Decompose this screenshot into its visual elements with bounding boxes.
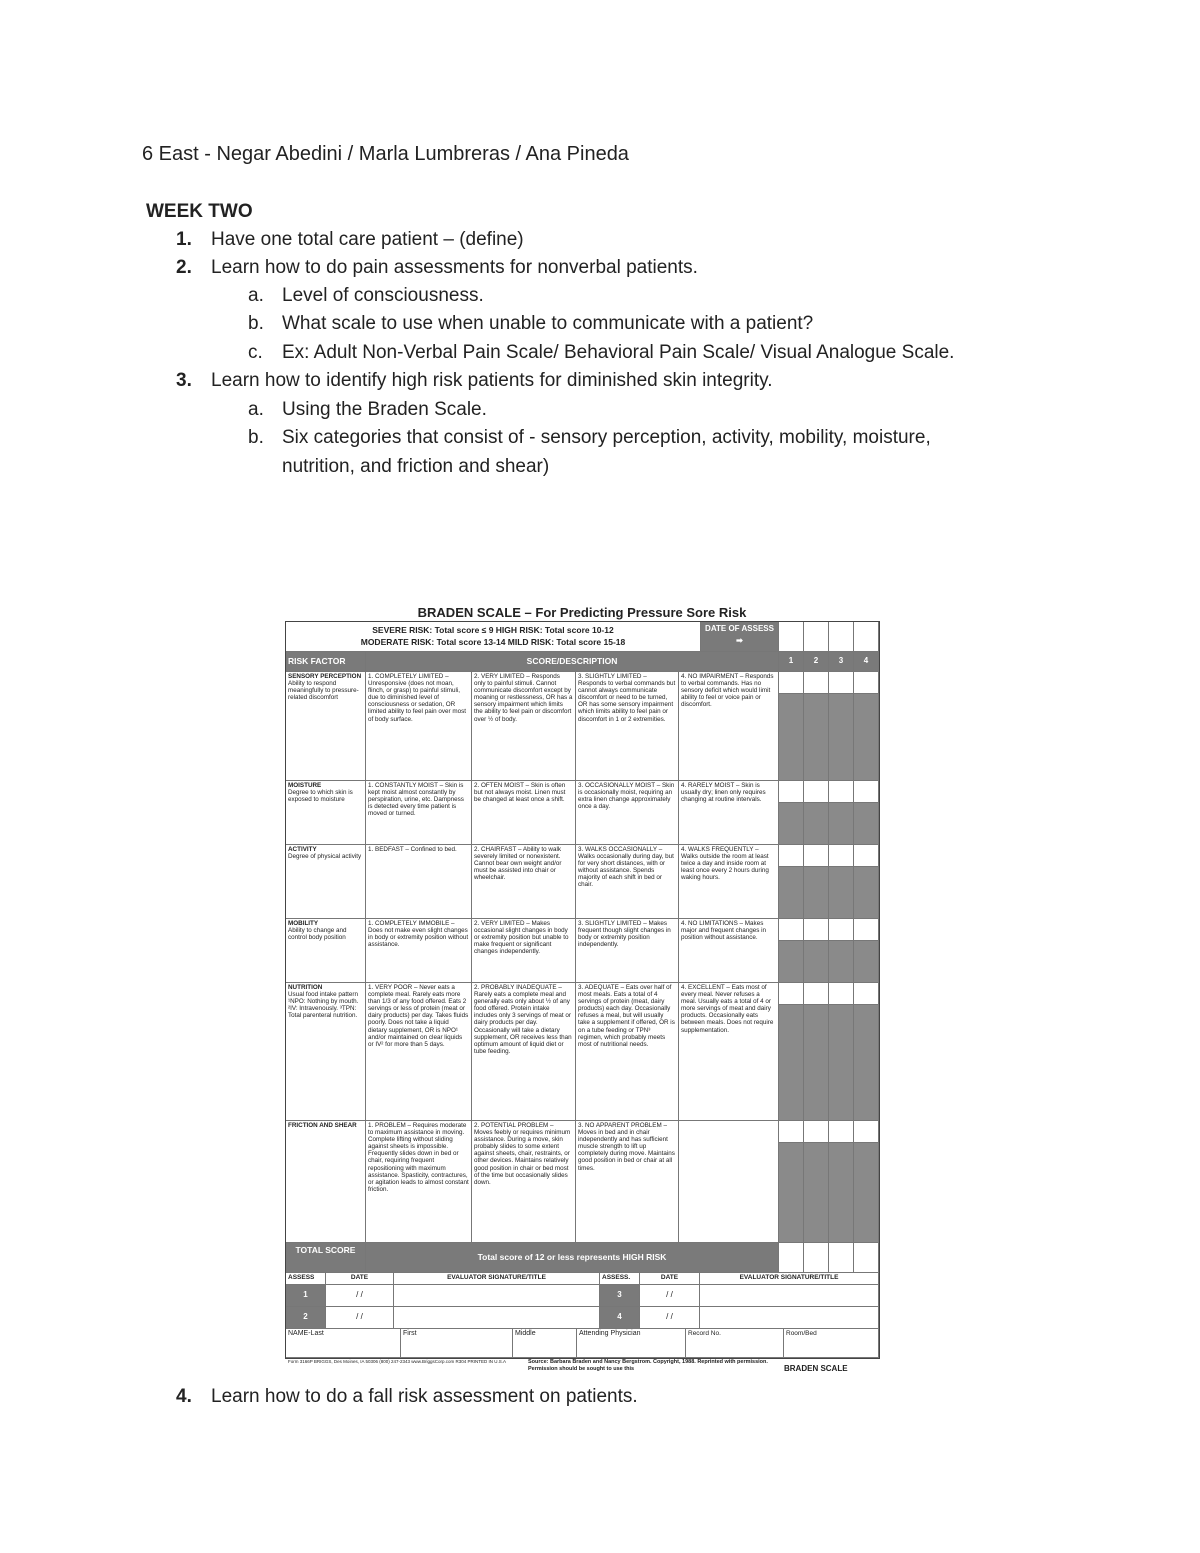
score-entry-cell: [829, 919, 854, 941]
score-entry-cell: [829, 781, 854, 803]
item-text: Learn how to do a fall risk assessment on patients.: [211, 1386, 638, 1407]
score-entry-cell: [854, 919, 879, 941]
sub-item-text: Ex: Adult Non-Verbal Pain Scale/ Behavioral Pain Scale/ Visual Analogue Scale.: [282, 342, 955, 363]
score-entry-cell: [804, 1121, 829, 1143]
score-shaded-cell: [804, 941, 829, 983]
sub-item-text: nutrition, and friction and shear): [282, 456, 550, 477]
risk-factor-name: NUTRITION: [288, 984, 323, 991]
score-entry-cell: [854, 845, 879, 867]
risk-factor-name: MOISTURE: [288, 782, 322, 789]
assess-signature: [700, 1307, 879, 1329]
total-score-note: Total score of 12 or less represents HIGH RISK: [366, 1243, 779, 1273]
date-of-assess: DATE OF ASSESS ➡: [701, 622, 779, 652]
risk-line: SEVERE RISK: Total score ≤ 9 HIGH RISK: Total score 10-12: [372, 625, 614, 635]
score-shaded-cell: [804, 1005, 829, 1121]
risk-line: MODERATE RISK: Total score 13-14 MILD RISK: Total score 15-18: [360, 637, 626, 647]
assess-signature: [700, 1285, 879, 1307]
score-entry-cell: [829, 983, 854, 1005]
score-entry-cell: [779, 983, 804, 1005]
score-entry-cell: [779, 919, 804, 941]
date-cell: [829, 622, 854, 652]
section-title: WEEK TWO: [146, 201, 253, 222]
score-entry-cell: [804, 845, 829, 867]
score-shaded-cell: [829, 1005, 854, 1121]
date-label: DATE: [640, 1273, 700, 1285]
name-last-field: NAME-Last: [286, 1329, 401, 1358]
page-header: 6 East - Negar Abedini / Marla Lumbreras / Ana Pineda: [142, 143, 629, 165]
score-description-cell: 2. OFTEN MOIST – Skin is often but not always moist. Linen must be changed at least once a shift.: [472, 781, 576, 845]
score-shaded-cell: [779, 1005, 804, 1121]
score-shaded-cell: [829, 867, 854, 919]
score-description-cell: 1. PROBLEM – Requires moderate to maximum assistance in moving. Complete lifting without sliding against sheets is impossible. Frequently slides down in bed or chair, requiring frequent repositioning with maximum assistance. Spasticity, contractures, or agitation leads to almost constant friction.: [366, 1121, 472, 1243]
col-header: 4: [854, 652, 879, 672]
item-text: Learn how to identify high risk patients for diminished skin integrity.: [211, 370, 773, 391]
risk-factor-name: ACTIVITY: [288, 846, 317, 853]
score-entry-cell: [854, 781, 879, 803]
assess-number: 3: [600, 1285, 640, 1307]
risk-factor-description: Usual food intake pattern ¹NPO: Nothing by mouth. ²IV: Intravenously. ³TPN: Total parenteral nutrition.: [288, 991, 359, 1020]
risk-levels: [286, 622, 701, 652]
first-name-field: First: [401, 1329, 513, 1358]
risk-factor-cell: [286, 672, 366, 781]
risk-factor-cell: [286, 781, 366, 845]
risk-factor-cell: [286, 845, 366, 919]
score-description-cell: 2. CHAIRFAST – Ability to walk severely limited or nonexistent. Cannot bear own weight and/or must be assisted into chair or wheelchair.: [472, 845, 576, 919]
score-entry-cell: [854, 983, 879, 1005]
item-text: Learn how to do pain assessments for nonverbal patients.: [211, 257, 698, 278]
col-header: 1: [779, 652, 804, 672]
sub-item-letter: a.: [248, 399, 264, 420]
risk-factor-cell: [286, 919, 366, 983]
score-entry-cell: [854, 672, 879, 694]
score-shaded-cell: [854, 941, 879, 983]
score-description-cell: [679, 1121, 779, 1243]
score-description-cell: 1. COMPLETELY LIMITED – Unresponsive (does not moan, flinch, or grasp) to painful stimuli, due to diminished level of consciousness or sedation, OR limited ability to feel pain over most of body surface.: [366, 672, 472, 781]
score-shaded-cell: [779, 694, 804, 781]
assess-number: 2: [286, 1307, 326, 1329]
date-cell: [779, 622, 804, 652]
assess-label: ASSESS.: [600, 1273, 640, 1285]
assess-date: / /: [640, 1285, 700, 1307]
score-description-cell: 4. WALKS FREQUENTLY – Walks outside the room at least twice a day and inside room at least once every 2 hours during waking hours.: [679, 845, 779, 919]
score-shaded-cell: [854, 803, 879, 845]
score-shaded-cell: [804, 1143, 829, 1243]
assess-number: 1: [286, 1285, 326, 1307]
score-description-cell: 4. NO LIMITATIONS – Makes major and frequent changes in position without assistance.: [679, 919, 779, 983]
item-text: Have one total care patient – (define): [211, 229, 524, 250]
score-entry-cell: [829, 672, 854, 694]
score-description-cell: 2. VERY LIMITED – Makes occasional slight changes in body or extremity position but unable to make frequent or significant changes independently.: [472, 919, 576, 983]
braden-grid: [285, 621, 880, 1359]
score-entry-cell: [779, 672, 804, 694]
evaluator-label: EVALUATOR SIGNATURE/TITLE: [700, 1273, 879, 1285]
risk-factor-description: Degree to which skin is exposed to moisture: [288, 789, 353, 804]
score-shaded-cell: [804, 803, 829, 845]
form-source: Source: Barbara Braden and Nancy Bergstrom. Copyright, 1988. Reprinted with permission. Permission should be sought to use this: [528, 1359, 768, 1372]
assess-signature: [394, 1307, 600, 1329]
score-shaded-cell: [779, 1143, 804, 1243]
score-entry-cell: [854, 1121, 879, 1143]
score-shaded-cell: [854, 694, 879, 781]
risk-factor-header: RISK FACTOR: [286, 652, 366, 672]
sub-item-letter: a.: [248, 285, 264, 306]
score-entry-cell: [804, 983, 829, 1005]
sub-item-text: What scale to use when unable to communicate with a patient?: [282, 313, 814, 334]
score-shaded-cell: [779, 867, 804, 919]
score-entry-cell: [804, 781, 829, 803]
form-title: BRADEN SCALE – For Predicting Pressure Sore Risk: [417, 605, 747, 620]
score-description-cell: 2. POTENTIAL PROBLEM – Moves feebly or requires minimum assistance. During a move, skin probably slides to some extent against sheets, chair, restraints, or other devices. Maintains relatively good position in chair or bed most of the time but occasionally slides down.: [472, 1121, 576, 1243]
total-cell: [804, 1243, 829, 1273]
score-shaded-cell: [829, 694, 854, 781]
item-number: 4.: [176, 1386, 192, 1407]
assess-date: / /: [326, 1285, 394, 1307]
score-description-cell: 3. SLIGHTLY LIMITED – Makes frequent though slight changes in body or extremity position independently.: [576, 919, 679, 983]
score-description-cell: 4. RARELY MOIST – Skin is usually dry; linen only requires changing at routine intervals.: [679, 781, 779, 845]
sub-item-text: Six categories that consist of - sensory perception, activity, mobility, moisture,: [282, 427, 931, 448]
braden-scale-form: [284, 601, 880, 1381]
form-footer-left: Form 3166P BRIGGS, Des Moines, IA 50306 (800) 247-2343 www.BriggsCorp.com R304 PRINTED IN U.S.A: [288, 1359, 507, 1364]
form-footer-right: BRADEN SCALE: [784, 1364, 848, 1373]
date-cell: [854, 622, 879, 652]
room-field: Room/Bed: [784, 1329, 879, 1358]
assess-label: ASSESS: [286, 1273, 326, 1285]
sub-item-text: Using the Braden Scale.: [282, 399, 487, 420]
risk-factor-cell: [286, 983, 366, 1121]
score-description-cell: 1. COMPLETELY IMMOBILE – Does not make even slight changes in body or extremity position without assistance.: [366, 919, 472, 983]
score-description-cell: 4. EXCELLENT – Eats most of every meal. Never refuses a meal. Usually eats a total of 4 or more servings of meat and dairy products. Occasionally eats between meals. Does not require supplementation.: [679, 983, 779, 1121]
score-shaded-cell: [779, 941, 804, 983]
total-score-label: TOTAL SCORE: [286, 1243, 366, 1273]
score-description-cell: 2. VERY LIMITED – Responds only to painful stimuli. Cannot communicate discomfort except by moaning or restlessness, OR has a sensory impairment which limits the ability to feel pain or discomfort over ½ of body.: [472, 672, 576, 781]
assess-number: 4: [600, 1307, 640, 1329]
date-label: DATE: [326, 1273, 394, 1285]
sub-item-letter: b.: [248, 427, 264, 448]
physician-field: Attending Physician: [577, 1329, 686, 1358]
risk-factor-name: FRICTION AND SHEAR: [288, 1122, 357, 1129]
score-shaded-cell: [854, 1143, 879, 1243]
col-header: 2: [804, 652, 829, 672]
score-description-cell: 3. ADEQUATE – Eats over half of most meals. Eats a total of 4 servings of protein (meat, dairy products) each day. Occasionally refuses a meal, but will usually take a supplement if offered, OR is on a tube feeding or TPN³ regimen, which probably meets most of nutritional needs.: [576, 983, 679, 1121]
score-entry-cell: [779, 1121, 804, 1143]
score-entry-cell: [804, 672, 829, 694]
score-description-cell: 1. CONSTANTLY MOIST – Skin is kept moist almost constantly by perspiration, urine, etc. Dampness is detected every time patient is moved or turned.: [366, 781, 472, 845]
assess-date: / /: [640, 1307, 700, 1329]
score-description-cell: 3. WALKS OCCASIONALLY – Walks occasionally during day, but for very short distances, with or without assistance. Spends majority of each shift in bed or chair.: [576, 845, 679, 919]
item-number: 2.: [176, 257, 192, 278]
risk-factor-description: Ability to change and control body position: [288, 927, 347, 942]
sub-item-text: Level of consciousness.: [282, 285, 484, 306]
score-shaded-cell: [829, 803, 854, 845]
risk-factor-description: Degree of physical activity: [288, 853, 362, 861]
assess-signature: [394, 1285, 600, 1307]
score-description-cell: 1. VERY POOR – Never eats a complete meal. Rarely eats more than 1/3 of any food offered. Eats 2 servings or less of protein (meat or dairy products) per day. Takes fluids poorly. Does not take a liquid dietary supplement, OR is NPO¹ and/or maintained on clear liquids or IV² for more than 5 days.: [366, 983, 472, 1121]
score-shaded-cell: [779, 803, 804, 845]
col-header: 3: [829, 652, 854, 672]
score-description-cell: 4. NO IMPAIRMENT – Responds to verbal commands. Has no sensory deficit which would limit ability to feel or voice pain or discomfort.: [679, 672, 779, 781]
score-description-cell: 3. SLIGHTLY LIMITED – Responds to verbal commands but cannot always communicate discomfort or need to be turned, OR has some sensory impairment which limits ability to feel pain or discomfort in 1 or 2 extremities.: [576, 672, 679, 781]
risk-factor-description: Ability to respond meaningfully to pressure-related discomfort: [288, 680, 359, 702]
score-shaded-cell: [854, 1005, 879, 1121]
total-cell: [854, 1243, 879, 1273]
score-description-cell: 2. PROBABLY INADEQUATE – Rarely eats a complete meal and generally eats only about ½ of any food offered. Protein intake includes only 3 servings of meat or dairy products per day. Occasionally will take a dietary supplement, OR receives less than optimum amount of liquid diet or tube feeding.: [472, 983, 576, 1121]
score-entry-cell: [829, 845, 854, 867]
sub-item-letter: b.: [248, 313, 264, 334]
total-cell: [779, 1243, 804, 1273]
risk-factor-cell: [286, 1121, 366, 1243]
sub-item-letter: c.: [248, 342, 263, 363]
assess-date: / /: [326, 1307, 394, 1329]
score-description-header: SCORE/DESCRIPTION: [366, 652, 779, 672]
total-cell: [829, 1243, 854, 1273]
score-description-cell: 1. BEDFAST – Confined to bed.: [366, 845, 472, 919]
item-number: 1.: [176, 229, 192, 250]
risk-factor-name: SENSORY PERCEPTION: [288, 673, 362, 680]
score-shaded-cell: [829, 941, 854, 983]
score-entry-cell: [829, 1121, 854, 1143]
score-description-cell: 3. OCCASIONALLY MOIST – Skin is occasionally moist, requiring an extra linen change approximately once a day.: [576, 781, 679, 845]
score-entry-cell: [804, 919, 829, 941]
date-cell: [804, 622, 829, 652]
record-field: Record No.: [686, 1329, 784, 1358]
score-entry-cell: [779, 781, 804, 803]
middle-name-field: Middle: [513, 1329, 577, 1358]
score-shaded-cell: [804, 867, 829, 919]
score-description-cell: 3. NO APPARENT PROBLEM – Moves in bed and in chair independently and has sufficient muscle strength to lift up completely during move. Maintains good position in bed or chair at all times.: [576, 1121, 679, 1243]
score-shaded-cell: [854, 867, 879, 919]
item-number: 3.: [176, 370, 192, 391]
risk-factor-name: MOBILITY: [288, 920, 319, 927]
score-shaded-cell: [804, 694, 829, 781]
evaluator-label: EVALUATOR SIGNATURE/TITLE: [394, 1273, 600, 1285]
score-entry-cell: [779, 845, 804, 867]
score-shaded-cell: [829, 1143, 854, 1243]
